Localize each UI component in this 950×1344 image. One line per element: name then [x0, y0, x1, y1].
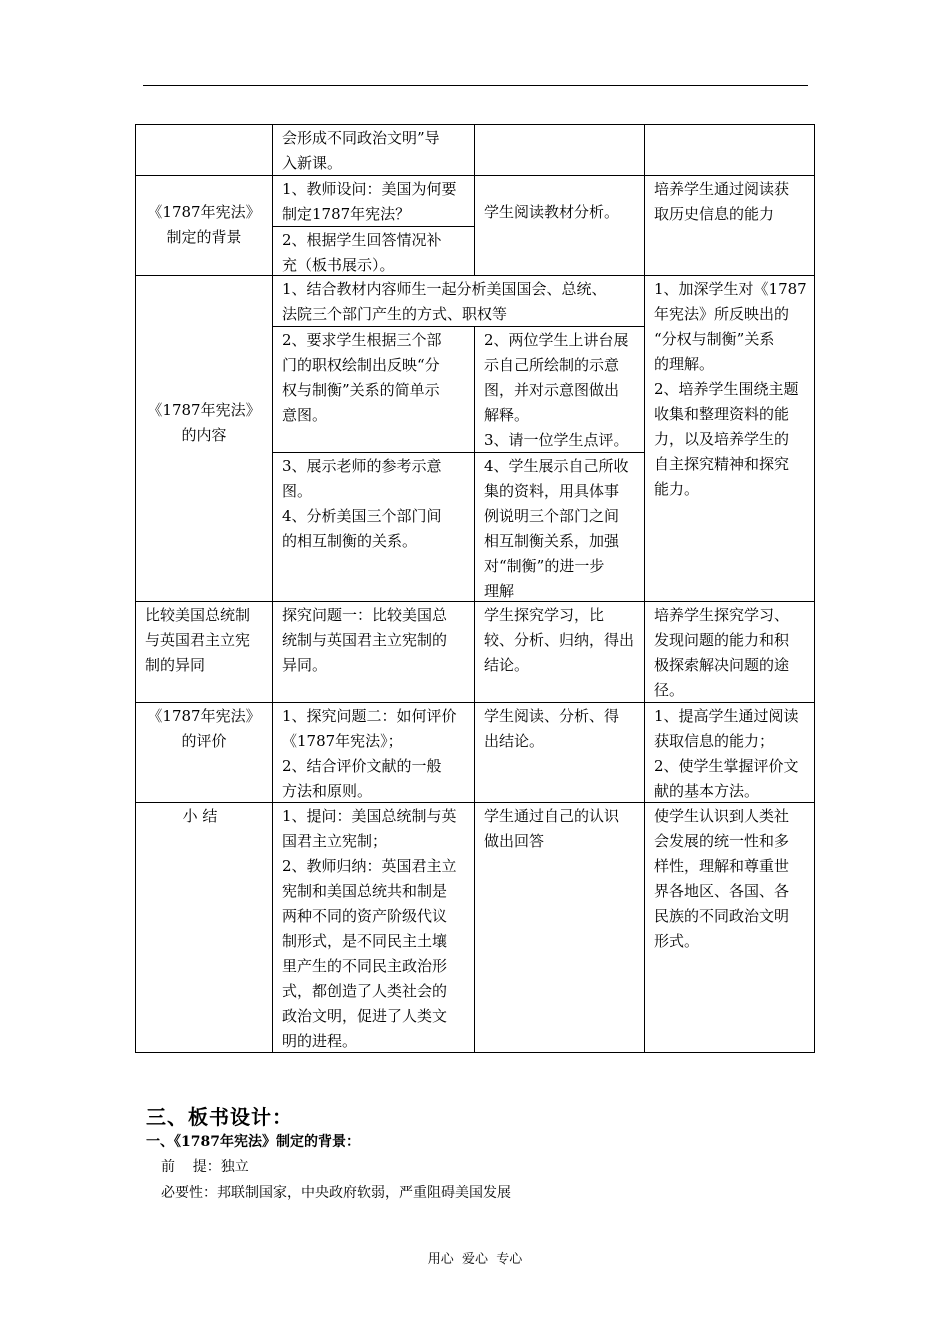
table-cell: 1、教师设问：美国为何要 制定1787年宪法？ [282, 180, 457, 223]
table-cell: 4、学生展示自己所收 集的资料，用具体事 例说明三个部门之间 相互制衡关系，加强 对“制衡”的进一步 理解 [484, 457, 629, 600]
table-cell: 学生探究学习，比 较、分析、归纳，得出 结论。 [484, 606, 635, 674]
table-cell: 培养学生通过阅读获 取历史信息的能力 [654, 180, 790, 223]
table-cell: 使学生认识到人类社 会发展的统一性和多 样性，理解和尊重世 界各地区、各国、各 民族的不同政治文明 形式。 [654, 807, 790, 950]
section-title: 三、板书设计： [146, 1105, 293, 1129]
table-cell-topic: 比较美国总统制 与英国君主立宪 制的异同 [145, 606, 251, 674]
table-cell: 2、根据学生回答情况补 充（板书展示）。 [282, 231, 442, 274]
table-cell: 会形成不同政治文明”导 入新课。 [282, 129, 440, 172]
table-cell: 探究问题一：比较美国总 统制与英国君主立宪制的 异同。 [282, 606, 448, 674]
table-cell: 培养学生探究学习、 发现问题的能力和积 极探索解决问题的途 径。 [654, 606, 790, 699]
body-line: 必要性：邦联制国家，中央政府软弱，严重阻碍美国发展 [161, 1185, 511, 1201]
page-footer: 用心 爱心 专心 [427, 1252, 523, 1267]
table-cell-topic: 《1787年宪法》 的内容 [147, 401, 261, 444]
body-line: 前 提：独立 [161, 1159, 249, 1175]
table-cell: 1、提高学生通过阅读 获取信息的能力； 2、使学生掌握评价文 献的基本方法。 [654, 707, 799, 800]
table-cell: 学生阅读、分析、得 出结论。 [484, 707, 620, 750]
table-cell: 1、加深学生对《1787 年宪法》所反映出的 “分权与制衡”关系 的理解。 2、培养学生围绕主题 收集和整理资料的能 力，以及培养学生的 自主探究精神和探究 能力。 [654, 280, 807, 498]
section-subtitle: 一、《1787年宪法》制定的背景： [146, 1134, 360, 1150]
table-cell: 3、展示老师的参考示意 图。 4、分析美国三个部门间 的相互制衡的关系。 [282, 457, 442, 550]
table-cell: 1、结合教材内容师生一起分析美国国会、总统、 法院三个部门产生的方式、职权等 [282, 280, 607, 323]
table-cell-topic: 《1787年宪法》 的评价 [147, 707, 261, 750]
table-cell-topic: 小 结 [182, 807, 218, 825]
table-cell: 1、提问：美国总统制与英 国君主立宪制； 2、教师归纳：英国君主立 宪制和美国总统共和制是 两种不同的资产阶级代议 制形式，是不同民主土壤 里产生的不同民主政治形 式，都创造了人类社会的 政治文明，促进了人类文 明的进程。 [282, 807, 457, 1050]
table-cell-topic: 《1787年宪法》 制定的背景 [147, 203, 261, 246]
table-cell: 2、两位学生上讲台展 示自己所绘制的示意 图，并对示意图做出 解释。 3、请一位学生点评。 [484, 331, 629, 449]
table-cell: 1、探究问题二：如何评价 《1787年宪法》； 2、结合评价文献的一般 方法和原则。 [282, 707, 457, 800]
table-cell: 学生通过自己的认识 做出回答 [484, 807, 620, 850]
table-cell: 学生阅读教材分析。 [484, 203, 620, 221]
table-cell: 2、要求学生根据三个部 门的职权绘制出反映“分 权与制衡”关系的简单示 意图。 [282, 331, 442, 424]
